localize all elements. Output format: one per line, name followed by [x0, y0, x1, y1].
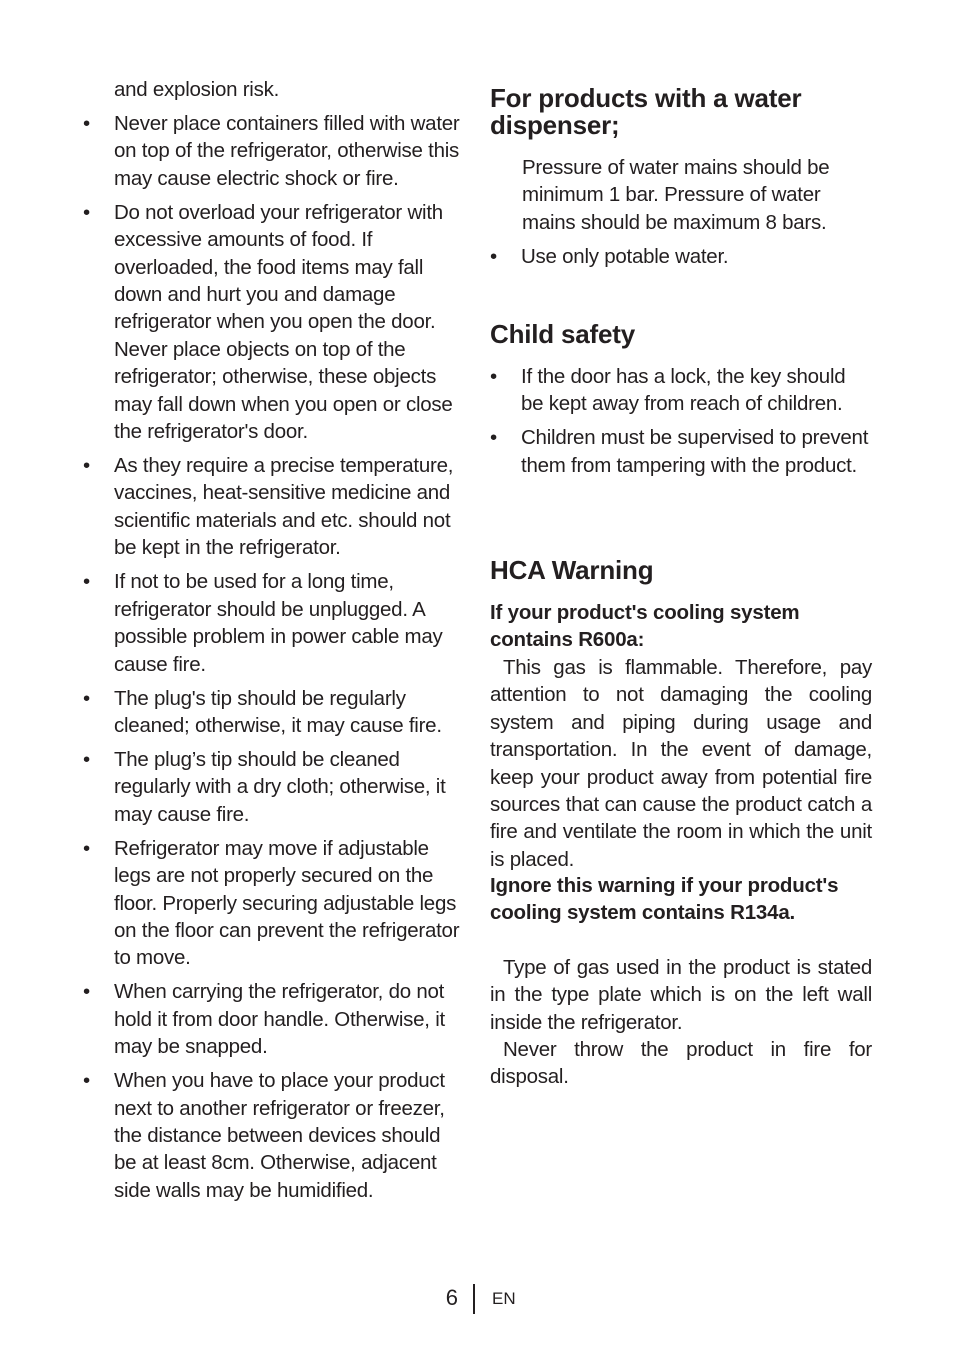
- list-item-text: As they require a precise temperature, vaccines, heat-sensitive medicine and scientific materials and etc. should not be kept in the refrigerator.: [114, 454, 454, 560]
- bullet-icon: •: [83, 980, 90, 1004]
- bullet-icon: •: [83, 454, 90, 478]
- bullet-icon: •: [83, 1069, 90, 1093]
- list-item-text: Children must be supervised to prevent them from tampering with the product.: [521, 426, 869, 477]
- list-item-text: If the door has a lock, the key should be kept away from reach of children.: [521, 365, 846, 416]
- disposal-paragraph: Never throw the product in fire for disposal.: [490, 1038, 872, 1089]
- list-item: [83, 110, 468, 192]
- continuation-text: and explosion risk.: [114, 78, 280, 101]
- bullet-icon: •: [83, 836, 90, 860]
- list-item-text: When carrying the refrigerator, do not hold it from door handle. Otherwise, it may be snapped.: [114, 980, 445, 1059]
- water-pressure-text: Pressure of water mains should be minimum 1 bar. Pressure of water mains should be maximum 8 bars.: [522, 156, 830, 234]
- list-item: [490, 424, 873, 479]
- language-code: EN: [492, 1289, 516, 1308]
- list-item: [490, 363, 873, 418]
- list-item: [83, 568, 468, 678]
- r600a-subheading: If your product's cooling system contains R600a:: [490, 601, 800, 652]
- gas-type-paragraph: Type of gas used in the product is stated in the type plate which is on the left wall inside the refrigerator.: [490, 956, 872, 1034]
- bullet-icon: •: [83, 200, 90, 224]
- list-item-text: Never place containers filled with water on top of the refrigerator, otherwise this may cause electric shock or fire.: [114, 112, 460, 190]
- list-item-text: Refrigerator may move if adjustable legs are not properly secured on the floor. Properly securing adjustable legs on the floor can prevent the refrigerator to move.: [114, 836, 460, 970]
- page-footer: [0, 1284, 954, 1314]
- list-item: [83, 199, 468, 446]
- page-number: 6: [445, 1285, 458, 1310]
- list-item: [83, 746, 468, 828]
- bullet-icon: •: [490, 365, 497, 388]
- list-item-text: The plug's tip should be regularly cleaned; otherwise, it may cause fire.: [114, 686, 442, 737]
- list-item: [83, 1067, 468, 1204]
- list-item-text: If not to be used for a long time, refrigerator should be unplugged. A possible problem in power cable may cause fire.: [114, 570, 443, 676]
- bullet-icon: •: [83, 747, 90, 771]
- hca-warning-heading: HCA Warning: [490, 555, 654, 585]
- bullet-icon: •: [490, 245, 497, 268]
- list-item-text: When you have to place your product next to another refrigerator or freezer, the distance between devices should be at least 8cm. Otherwise, adjacent side walls may be humidified.: [114, 1069, 445, 1202]
- list-item: [83, 835, 468, 972]
- water-bullet-list: [490, 243, 873, 277]
- bullet-icon: •: [490, 426, 497, 450]
- child-safety-heading: Child safety: [490, 319, 635, 349]
- list-item: [490, 243, 873, 270]
- child-safety-bullet-list: [490, 363, 873, 486]
- bullet-icon: •: [83, 570, 90, 594]
- r600a-paragraph: This gas is flammable. Therefore, pay attention to not damaging the cooling system and piping during usage and transportation. In the event of damage, keep your product away from potential fire sources that can cause the product catch a fire and ventilate the room in which the unit is placed.: [490, 656, 872, 871]
- list-item-text: The plug’s tip should be cleaned regularly with a dry cloth; otherwise, it may cause fire.: [114, 747, 446, 826]
- r134a-subheading: Ignore this warning if your product's cooling system contains R134a.: [490, 874, 839, 925]
- list-item-text: Do not overload your refrigerator with excessive amounts of food. If overloaded, the food items may fall down and hurt you and damage refrigerator when you open the door. Never place objects on top of the refrigerator; otherwise, these objects may fall down when you open or close the refrigerator's door.: [114, 200, 453, 444]
- safety-bullet-list: [83, 110, 468, 1211]
- water-dispenser-heading: For products with a water dispenser;: [490, 83, 802, 140]
- bullet-icon: •: [83, 686, 90, 710]
- list-item-text: Use only potable water.: [521, 245, 729, 268]
- list-item: [83, 978, 468, 1060]
- bullet-icon: •: [83, 112, 90, 135]
- footer-divider: [473, 1284, 475, 1314]
- list-item: [83, 685, 468, 740]
- list-item: [83, 452, 468, 562]
